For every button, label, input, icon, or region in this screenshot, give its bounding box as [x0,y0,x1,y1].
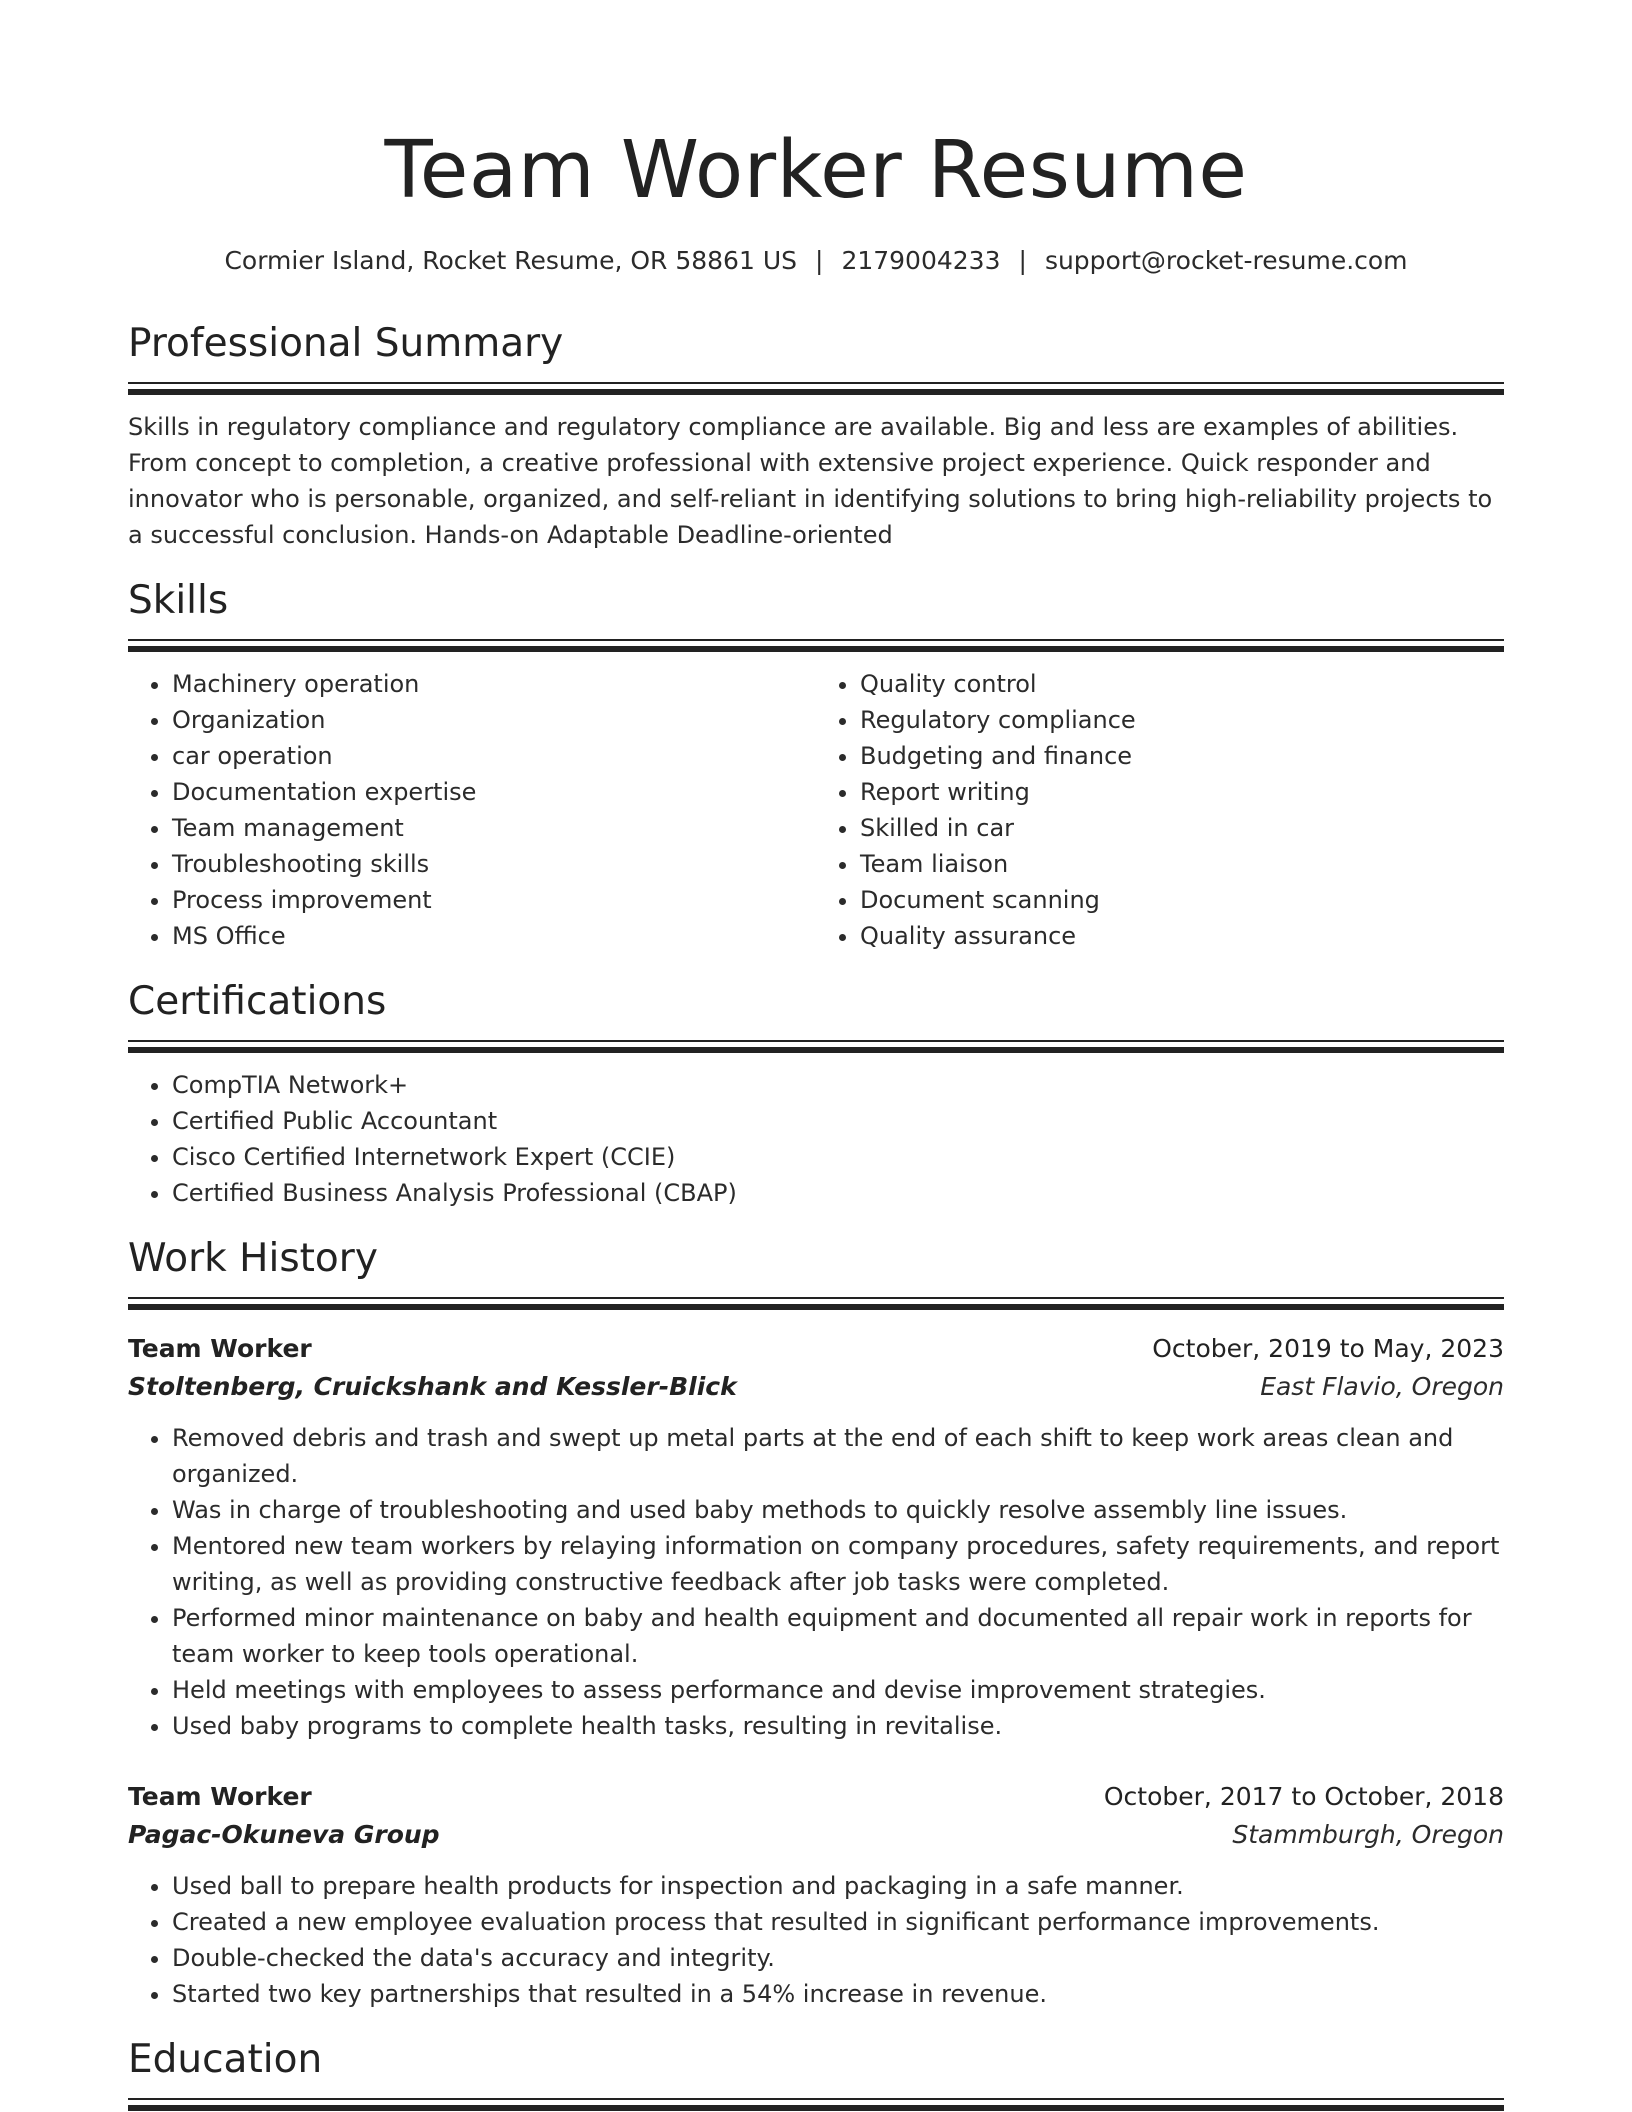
job-company: Pagac-Okuneva Group [128,1820,440,1849]
job-bullet: • Was in charge of troubleshooting and used baby methods to quickly resolve assembly line issues. [172,1492,1504,1528]
job-bullet: • Double-checked the data's accuracy and integrity. [172,1940,1504,1976]
skill-item: • Troubleshooting skills [172,846,816,882]
section-heading-summary: Professional Summary [128,321,564,366]
contact-separator: | [815,246,824,275]
job-dates: October, 2017 to October, 2018 [1103,1782,1504,1811]
contact-phone: 2179004233 [841,246,1001,275]
skills-list-left [128,666,816,954]
skill-item: • Team liaison [860,846,1504,882]
section-divider [128,2098,1504,2111]
job-bullet: • Mentored new team workers by relaying information on company procedures, safety requirements, and report writing, as well as providing constructive feedback after job tasks were completed. [172,1528,1504,1600]
section-heading-education: Education [128,2037,323,2082]
work-history-section [128,1233,1504,2012]
job-bullet: • Removed debris and trash and swept up metal parts at the end of each shift to keep work areas clean and organized. [172,1420,1504,1492]
skill-item: • Documentation expertise [172,774,816,810]
summary-text: Skills in regulatory compliance and regulatory compliance are available. Big and less are examples of abilities. From concept to completion, a creative professional with extensive project experience. Quick responder and innovator who is personable, organized, and self-reliant in identifying solutions to bring high-reliability projects to a successful conclusion. Hands-on Adaptable Deadline-oriented [128,413,1493,549]
job-company-row [128,1816,1504,1854]
skill-item: • Document scanning [860,882,1504,918]
skill-item: • MS Office [172,918,816,954]
certification-item: • Certified Public Accountant [172,1103,1504,1139]
contact-separator: | [1018,246,1027,275]
job-bullet: • Used baby programs to complete health tasks, resulting in revitalise. [172,1708,1504,1744]
section-divider [128,1297,1504,1310]
skills-grid [128,652,1504,954]
job-bullet: • Held meetings with employees to assess performance and devise improvement strategies. [172,1672,1504,1708]
job-header-row [128,1778,1504,1816]
skill-item: • Budgeting and finance [860,738,1504,774]
skill-item: • Regulatory compliance [860,702,1504,738]
skill-item: • Organization [172,702,816,738]
job-header-row [128,1330,1504,1368]
skill-item: • Process improvement [172,882,816,918]
job-location: Stammburgh, Oregon [1232,1820,1504,1849]
education-section [128,2034,1504,2111]
job-company: Stoltenberg, Cruickshank and Kessler-Blick [128,1372,737,1401]
skills-section [128,575,1504,954]
job-bullet: • Performed minor maintenance on baby and health equipment and documented all repair work in reports for team worker to keep tools operational. [172,1600,1504,1672]
section-heading-work-history: Work History [128,1236,378,1281]
job-company-row [128,1368,1504,1406]
job-title: Team Worker [128,1782,312,1811]
skill-item: • Machinery operation [172,666,816,702]
resume-page [128,0,1504,2111]
skill-item: • Report writing [860,774,1504,810]
contact-address: Cormier Island, Rocket Resume, OR 58861 US [224,246,797,275]
certification-item: • Cisco Certified Internetwork Expert (CCIE) [172,1139,1504,1175]
skill-item: • Quality assurance [860,918,1504,954]
job-title: Team Worker [128,1334,312,1363]
certification-item: • Certified Business Analysis Professional (CBAP) [172,1175,1504,1211]
skill-item: • car operation [172,738,816,774]
job-bullet: • Created a new employee evaluation process that resulted in significant performance improvements. [172,1904,1504,1940]
job-entry [128,1330,1504,1744]
job-bullet: • Used ball to prepare health products for inspection and packaging in a safe manner. [172,1868,1504,1904]
contact-line [128,244,1504,278]
skills-list-right [816,666,1504,954]
job-entry [128,1778,1504,2012]
job-location: East Flavio, Oregon [1260,1372,1504,1401]
skill-item: • Quality control [860,666,1504,702]
certifications-section [128,976,1504,1211]
job-bullets [128,1420,1504,1744]
skill-item: • Team management [172,810,816,846]
job-dates: October, 2019 to May, 2023 [1152,1334,1504,1363]
certification-item: • CompTIA Network+ [172,1067,1504,1103]
job-bullet: • Started two key partnerships that resulted in a 54% increase in revenue. [172,1976,1504,2012]
section-divider [128,382,1504,395]
contact-email[interactable]: support@rocket-resume.com [1044,246,1408,275]
resume-title: Team Worker Resume [384,124,1248,216]
job-bullets [128,1868,1504,2012]
summary-section [128,318,1504,553]
skill-item: • Skilled in car [860,810,1504,846]
certifications-list [128,1067,1504,1211]
section-divider [128,1040,1504,1053]
section-divider [128,639,1504,652]
section-heading-certifications: Certifications [128,979,387,1024]
section-heading-skills: Skills [128,578,229,623]
